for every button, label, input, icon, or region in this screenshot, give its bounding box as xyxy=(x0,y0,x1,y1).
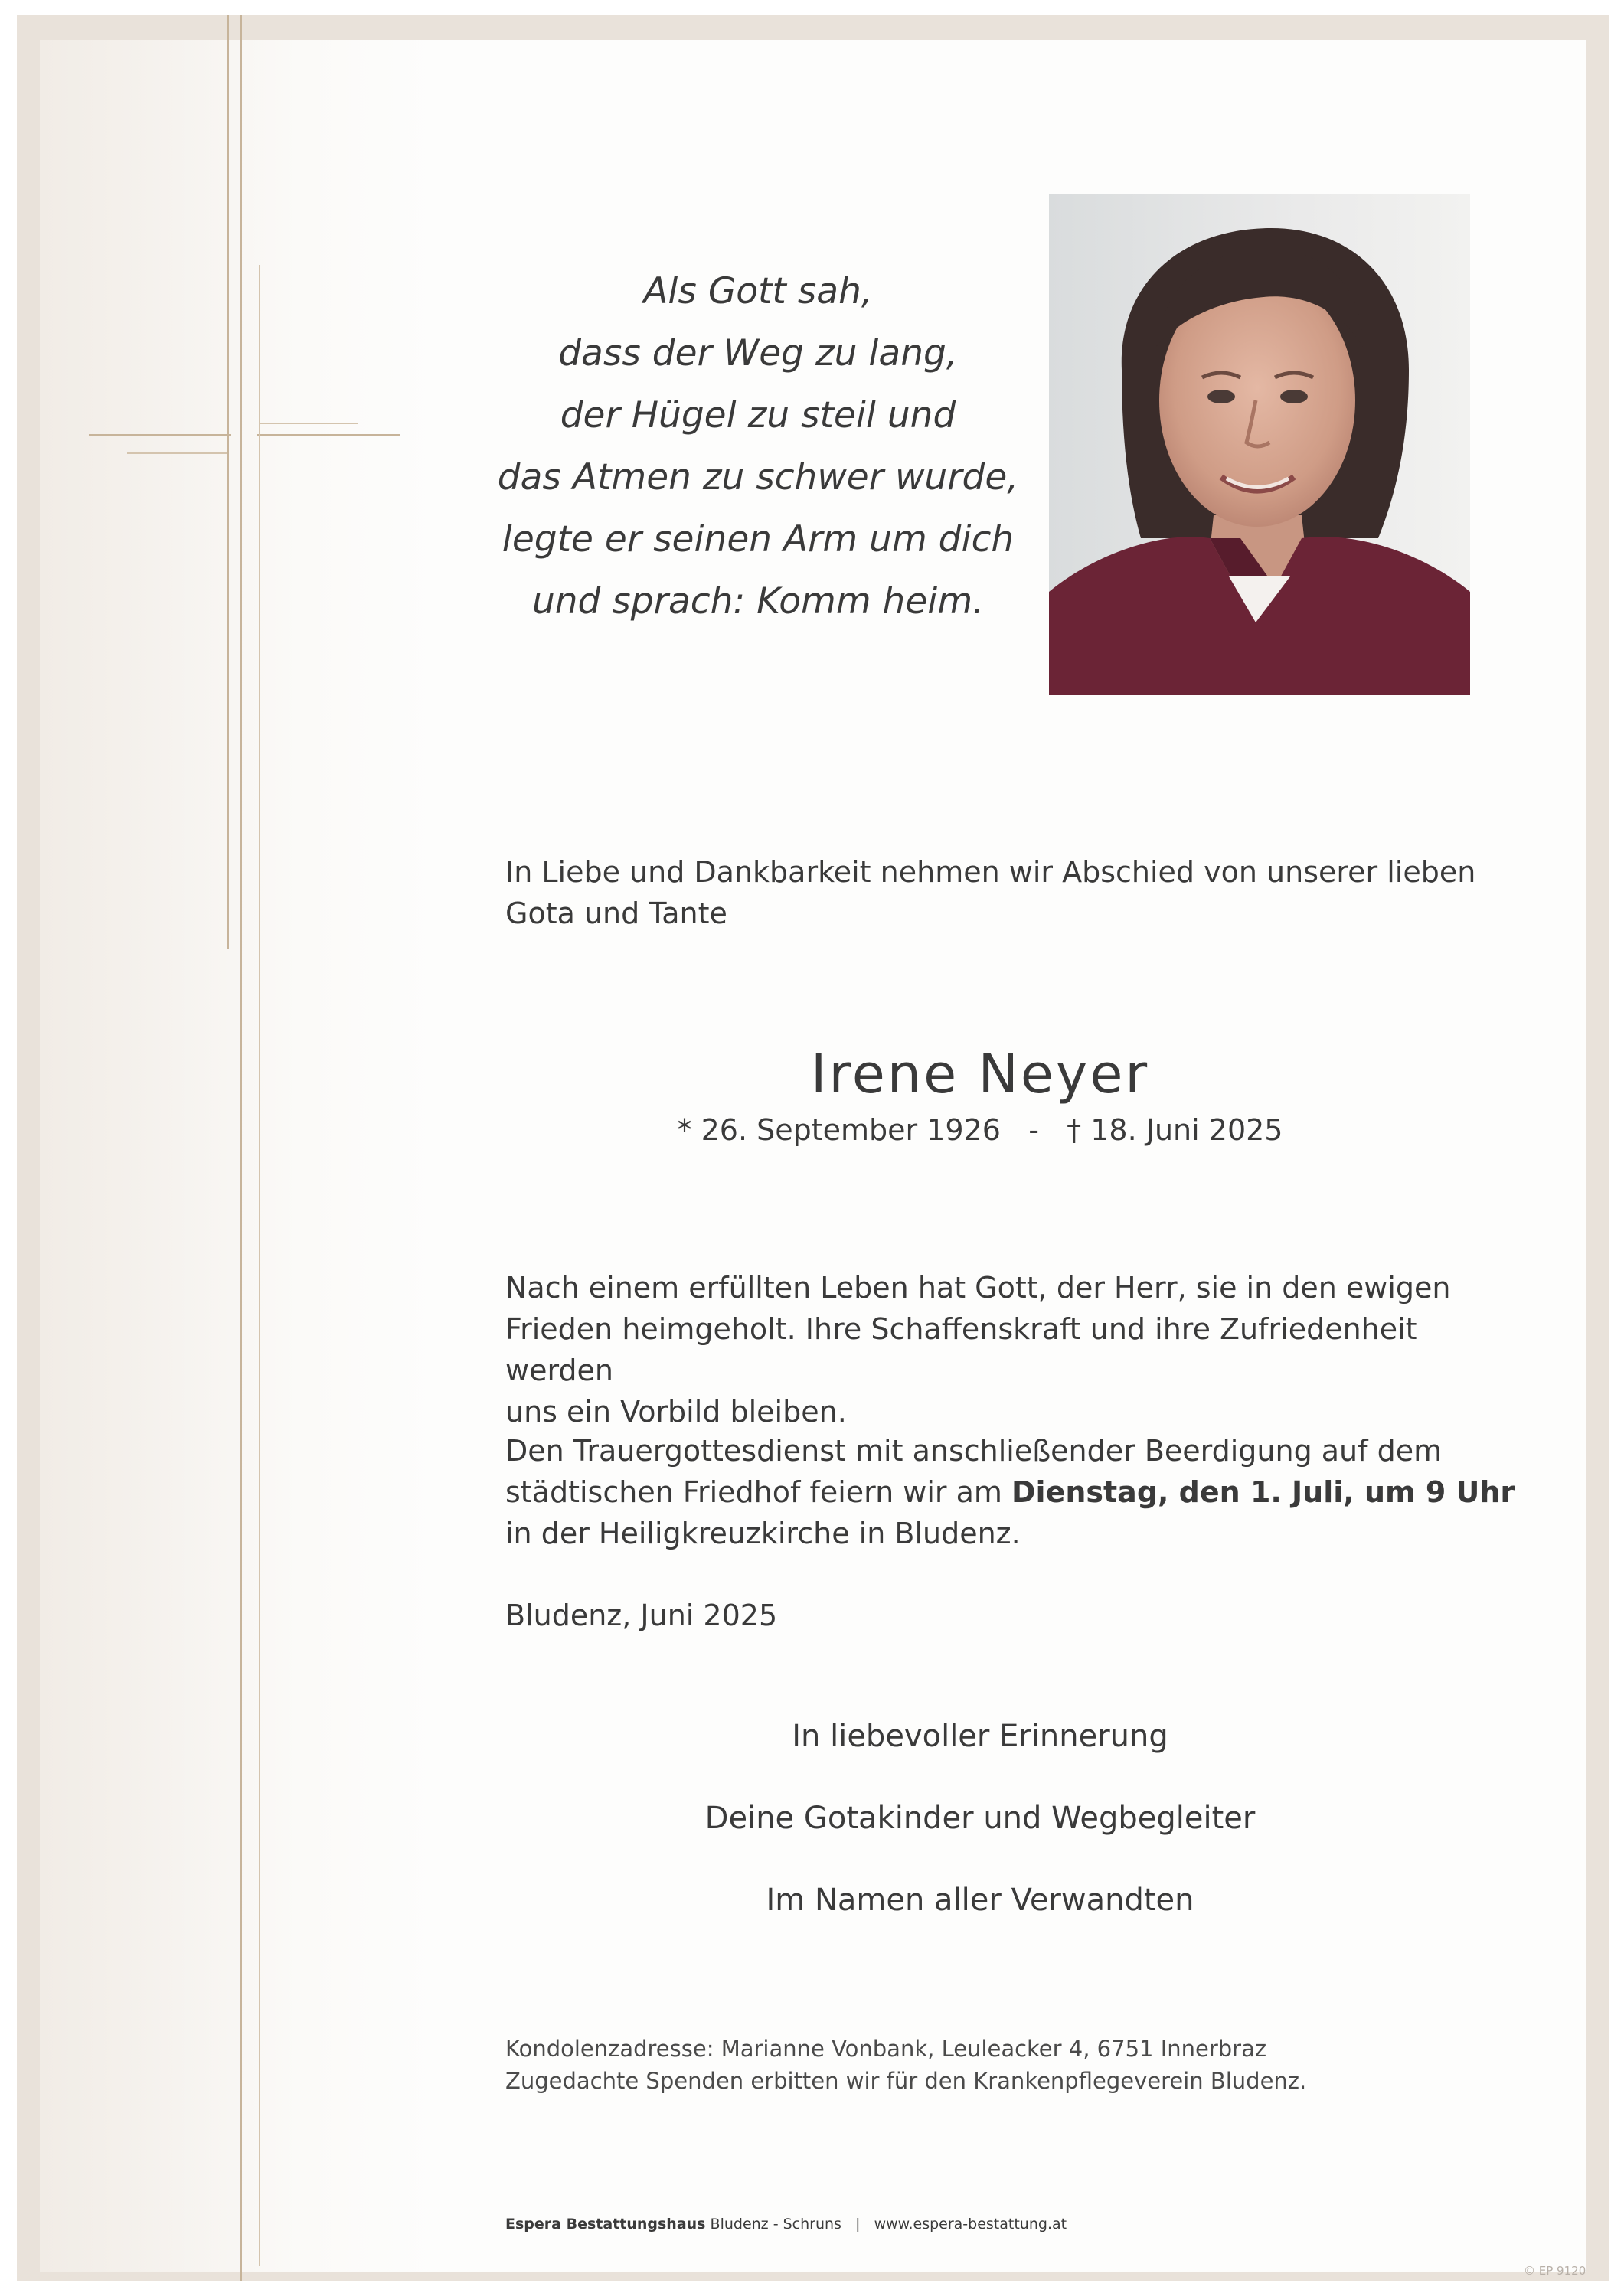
portrait-photo xyxy=(1049,194,1470,695)
verse-line: das Atmen zu schwer wurde, xyxy=(497,456,1019,498)
paragraph-line: uns ein Vorbild bleiben. xyxy=(505,1395,847,1429)
condolence-notes xyxy=(505,2033,1501,2097)
paragraph-line xyxy=(505,1471,1516,1513)
birth-symbol: * xyxy=(677,1113,692,1147)
verse-line: dass der Weg zu lang, xyxy=(558,332,958,374)
donation-note: Zugedachte Spenden erbitten wir für den Krankenpflegeverein Bludenz. xyxy=(505,2068,1307,2094)
paragraph-line: in der Heiligkreuzkirche in Bludenz. xyxy=(505,1517,1021,1550)
date-separator: - xyxy=(1028,1113,1039,1147)
closing-line-1: In liebevoller Erinnerung xyxy=(792,1719,1168,1754)
paragraph-funeral xyxy=(505,1430,1516,1554)
footer-website[interactable]: www.espera-bestattung.at xyxy=(874,2216,1067,2232)
footer-company: Espera Bestattungshaus xyxy=(505,2216,706,2232)
paragraph-line: Nach einem erfüllten Leben hat Gott, der Herr, sie in den ewigen xyxy=(505,1271,1451,1305)
place-date: Bludenz, Juni 2025 xyxy=(505,1599,778,1632)
verse-line: und sprach: Komm heim. xyxy=(531,580,985,622)
verse xyxy=(429,260,1087,632)
condolence-address: Kondolenzadresse: Marianne Vonbank, Leuleacker 4, 6751 Innerbraz xyxy=(505,2036,1267,2062)
intro-text xyxy=(505,851,1501,934)
verse-line: der Hügel zu steil und xyxy=(560,394,956,436)
funeral-date: Dienstag, den 1. Juli, um 9 Uhr xyxy=(1011,1475,1515,1509)
product-code: © EP 9120 xyxy=(1524,2264,1586,2278)
verse-line: legte er seinen Arm um dich xyxy=(502,518,1015,560)
paragraph-line: Den Trauergottesdienst mit anschließender Beerdigung auf dem xyxy=(505,1434,1443,1468)
verse-line: Als Gott sah, xyxy=(643,270,873,312)
paragraph-line: Frieden heimgeholt. Ihre Schaffenskraft und ihre Zufriedenheit werden xyxy=(505,1312,1417,1387)
closing-line-2: Deine Gotakinder und Wegbegleiter xyxy=(704,1801,1256,1836)
closing-line-3: Im Namen aller Verwandten xyxy=(766,1883,1194,1918)
funeral-text: städtischen Friedhof feiern wir am xyxy=(505,1475,1002,1509)
death-symbol: † xyxy=(1067,1113,1082,1147)
footer xyxy=(505,2216,1194,2232)
death-date: 18. Juni 2025 xyxy=(1090,1113,1283,1147)
life-dates xyxy=(658,1113,1302,1147)
intro-line: In Liebe und Dankbarkeit nehmen wir Abschied von unserer lieben xyxy=(505,855,1476,889)
footer-divider: | xyxy=(855,2216,861,2232)
deceased-name: Irene Neyer xyxy=(810,1043,1150,1106)
intro-line: Gota und Tante xyxy=(505,897,727,930)
footer-locations: Bludenz - Schruns xyxy=(710,2216,841,2232)
paragraph-life xyxy=(505,1267,1516,1432)
birth-date: 26. September 1926 xyxy=(701,1113,1001,1147)
